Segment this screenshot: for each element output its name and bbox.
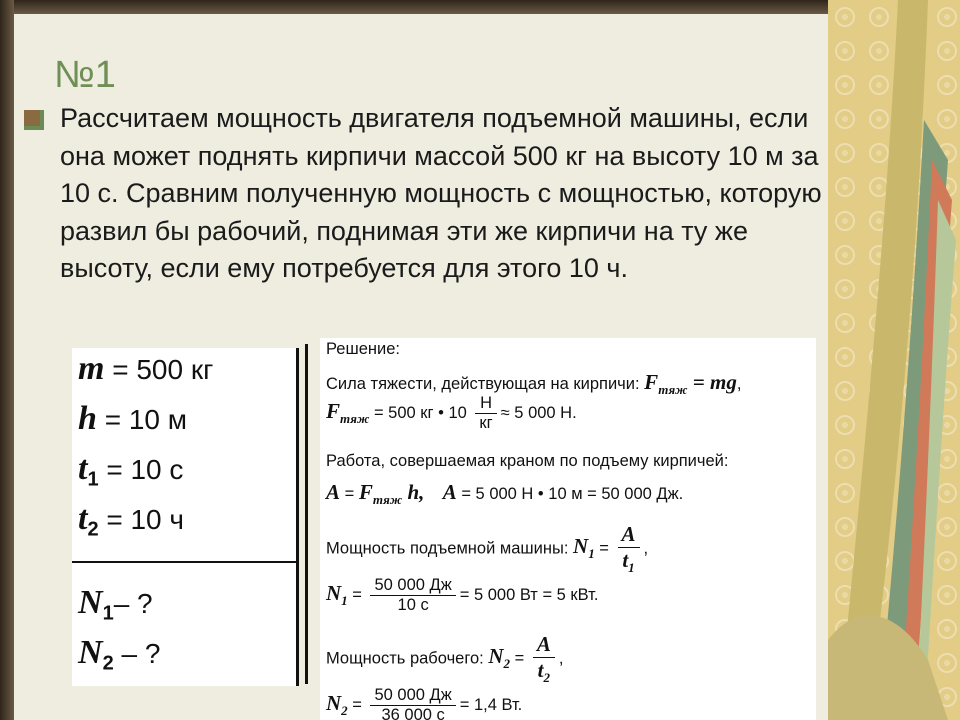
slide-content xyxy=(14,14,828,720)
solution-panel xyxy=(320,338,816,720)
given-t2: $t_2 = 10$ ч xyxy=(78,500,184,541)
given-h: h = 10 м xyxy=(78,400,188,437)
given-solution-divider xyxy=(305,344,308,684)
work-text: Работа, совершаемая краном по подъему кирпичей: xyxy=(326,452,729,470)
gravity-line: Сила тяжести, действующая на кирпичи: $F_{тяж}$ = mg, xyxy=(326,370,742,398)
decorative-side-panel xyxy=(828,0,960,720)
given-n2: $N_2$ – ? xyxy=(78,634,161,675)
machine-power-line: Мощность подъемной машины: $N_1$ = $\frac{A}{t_1}$ , xyxy=(326,522,649,576)
given-box xyxy=(72,348,299,686)
ornament-graphic xyxy=(828,0,960,720)
frame-left-border xyxy=(0,0,14,720)
worker-power-line: Мощность рабочего: $N_2$ = $\frac{A}{t_2}$ , xyxy=(326,632,564,686)
problem-text: Рассчитаем мощность двигателя подъемной машины, если она может поднять кирпичи массой 500 кг на высоту 10 м за 10 с. Сравним полученную мощность с мощностью, которую развил бы рабочий, поднимая эти же кирпичи на ту же высоту, если ему потребуется для этого 10 ч. xyxy=(60,103,822,283)
bullet-icon xyxy=(24,110,44,130)
work-formula: $A = F_{тяж}$ h, A = 5 000 Н • 10 м = 50 000 Дж. xyxy=(326,480,684,508)
given-divider xyxy=(72,561,296,563)
solution-heading: Решение: xyxy=(326,340,400,358)
given-t1: $t_1 = 10$ с xyxy=(78,450,184,491)
given-m: m = 500 кг xyxy=(78,350,214,387)
worker-power-calc: $N_2$ = $\frac{50 000 Дж}{36 000 с}$ = 1,4 Вт. xyxy=(326,686,522,720)
given-n1: $N_1-$ ? xyxy=(78,584,153,625)
frame-top-border xyxy=(0,0,830,14)
slide-title: №1 xyxy=(54,54,116,96)
gravity-calc: $F_{тяж} = 500$ кг • 10 $\frac{Н}{кг}$ ≈ 5 000 Н. xyxy=(326,394,577,432)
machine-power-calc: $N_1$ = $\frac{50 000 Дж}{10 с}$ = 5 000 Вт = 5 кВт. xyxy=(326,576,599,614)
